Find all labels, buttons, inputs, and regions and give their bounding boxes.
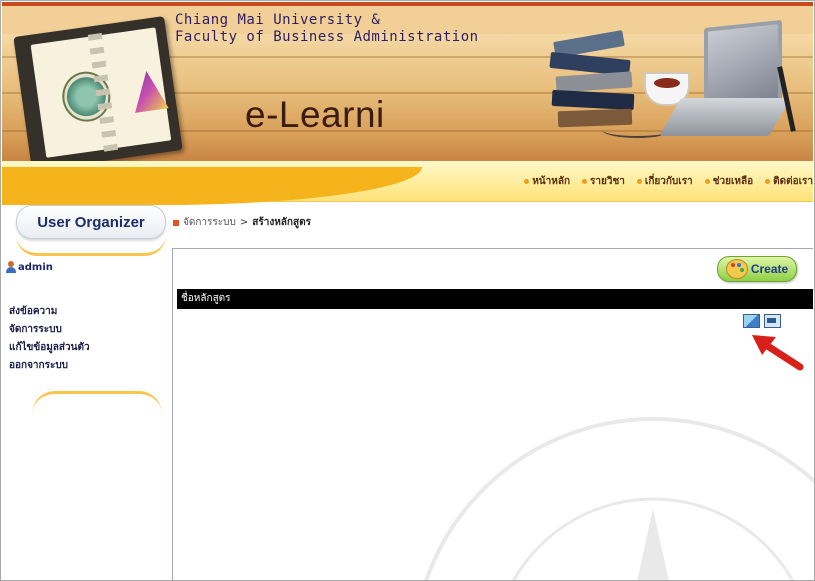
bullet-icon xyxy=(637,179,642,184)
course-table-header: ชื่อหลักสูตร xyxy=(177,289,813,309)
sidebar-item-send-message[interactable]: ส่งข้อความ xyxy=(9,306,58,317)
create-button[interactable] xyxy=(717,256,797,282)
book xyxy=(556,71,633,92)
nav-label: ช่วยเหลือ xyxy=(712,176,754,187)
books-illustration xyxy=(550,28,646,128)
nav-label: รายวิชา xyxy=(590,176,625,187)
sidebar-menu xyxy=(9,305,90,373)
current-user xyxy=(6,261,53,273)
nav-label: หน้าหลัก xyxy=(532,176,571,187)
left-sidebar xyxy=(2,201,167,581)
sidebar-item-logout[interactable]: ออกจากระบบ xyxy=(9,360,69,371)
bullet-icon xyxy=(765,179,770,184)
banner-title-line1: Chiang Mai University & xyxy=(175,12,381,28)
menu-swoosh xyxy=(2,167,422,205)
row-actions xyxy=(743,314,781,328)
breadcrumb-current: สร้างหลักสูตร xyxy=(252,217,311,228)
user-organizer-title: User Organizer xyxy=(16,205,166,239)
nav-item-courses[interactable] xyxy=(582,174,625,189)
nav-item-about[interactable] xyxy=(637,174,693,189)
breadcrumb-separator: > xyxy=(239,217,249,228)
bullet-icon xyxy=(524,179,529,184)
book xyxy=(552,90,635,110)
bullet-icon xyxy=(582,179,587,184)
view-icon[interactable] xyxy=(764,314,781,328)
nav-item-contact[interactable] xyxy=(765,174,813,189)
banner-title-line2: Faculty of Business Administration xyxy=(175,29,479,45)
banner-title xyxy=(175,12,479,46)
elearning-logo-text: e-Learni xyxy=(245,94,385,135)
top-nav xyxy=(524,174,813,189)
user-icon xyxy=(6,261,16,273)
nav-label: ติดต่อเรา xyxy=(773,176,813,187)
breadcrumb-bullet-icon xyxy=(173,220,179,226)
top-menu-bar xyxy=(2,161,813,202)
nav-item-help[interactable] xyxy=(705,174,753,189)
sidebar-item-edit-profile[interactable]: แก้ไขข้อมูลส่วนตัว xyxy=(9,342,90,353)
bullet-icon xyxy=(705,179,710,184)
edit-icon[interactable] xyxy=(743,314,760,328)
decorative-swirl xyxy=(16,235,166,256)
breadcrumb xyxy=(173,215,311,230)
nav-label: เกี่ยวกับเรา xyxy=(644,176,693,187)
decorative-swirl xyxy=(32,391,162,414)
create-button-label: Create xyxy=(750,262,789,276)
faculty-logo xyxy=(130,69,169,113)
sidebar-item-system-management[interactable]: จัดการระบบ xyxy=(9,324,62,335)
header-banner xyxy=(2,2,813,164)
planner-illustration xyxy=(13,16,182,164)
laptop-keyboard xyxy=(659,98,791,136)
red-arrow-icon xyxy=(748,329,808,374)
nav-item-home[interactable] xyxy=(524,174,570,189)
palette-icon xyxy=(726,259,748,279)
breadcrumb-parent-link[interactable]: จัดการระบบ xyxy=(183,217,236,228)
main-content-panel xyxy=(172,248,813,581)
university-watermark xyxy=(323,399,815,581)
username-label: admin xyxy=(18,261,53,273)
